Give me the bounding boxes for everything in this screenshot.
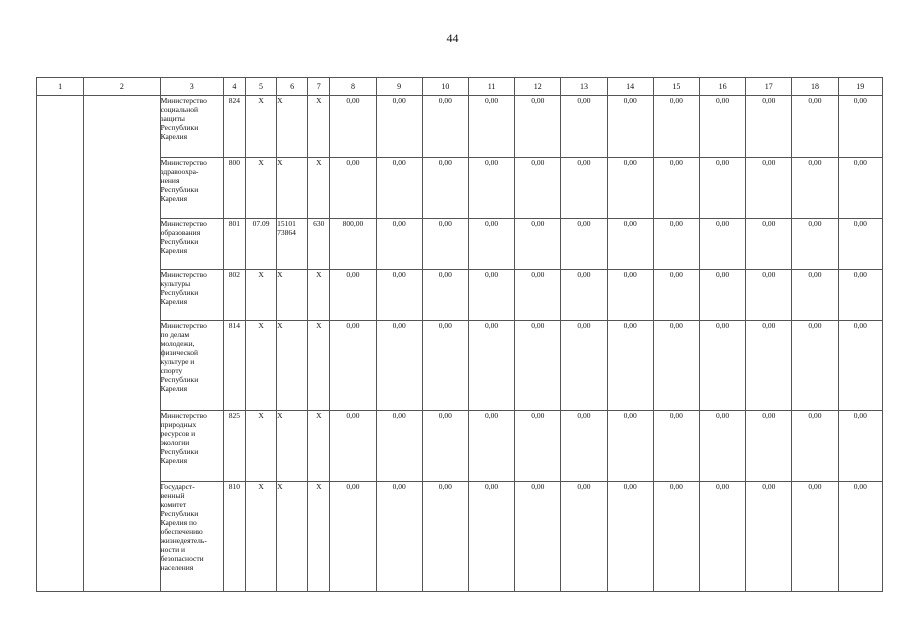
code-cell-c7: Х bbox=[308, 321, 330, 411]
column-header-17: 17 bbox=[746, 78, 792, 96]
table-row bbox=[37, 270, 883, 321]
amount-cell: 0,00 bbox=[838, 158, 882, 219]
organization-name-line: Министерство bbox=[160, 219, 207, 228]
code-cell-c6: Х bbox=[277, 321, 308, 411]
amount-cell: 0,00 bbox=[515, 270, 561, 321]
organization-name-line: спорту bbox=[160, 366, 183, 375]
organization-name-line: защиты bbox=[160, 114, 185, 123]
code-cell-c5: Х bbox=[245, 482, 276, 592]
amount-cell: 0,00 bbox=[699, 411, 745, 482]
amount-cell: 0,00 bbox=[330, 96, 376, 158]
amount-cell: 0,00 bbox=[376, 482, 422, 592]
column-header-10: 10 bbox=[422, 78, 468, 96]
amount-cell: 0,00 bbox=[515, 158, 561, 219]
amount-cell: 0,00 bbox=[746, 411, 792, 482]
amount-cell: 0,00 bbox=[422, 219, 468, 270]
amount-cell: 0,00 bbox=[653, 96, 699, 158]
amount-cell: 0,00 bbox=[468, 321, 514, 411]
code-cell-c5: Х bbox=[245, 96, 276, 158]
code-cell-c4: 810 bbox=[223, 482, 245, 592]
organization-name-line: Карелия bbox=[160, 246, 188, 255]
amount-cell: 0,00 bbox=[792, 96, 838, 158]
amount-cell: 0,00 bbox=[746, 158, 792, 219]
amount-cell: 0,00 bbox=[699, 96, 745, 158]
amount-cell: 0,00 bbox=[561, 411, 607, 482]
amount-cell: 0,00 bbox=[330, 158, 376, 219]
organization-name-line: Карелия bbox=[160, 456, 188, 465]
amount-cell: 0,00 bbox=[330, 411, 376, 482]
organization-name-line: здравоохра- bbox=[160, 167, 199, 176]
code-cell-c4: 824 bbox=[223, 96, 245, 158]
organization-name bbox=[160, 158, 223, 219]
code-cell-c6: 15101 73864 bbox=[277, 219, 308, 270]
amount-cell: 0,00 bbox=[746, 219, 792, 270]
organization-name bbox=[160, 96, 223, 158]
organization-name-line: комитет bbox=[160, 500, 187, 509]
code-cell-c7: Х bbox=[308, 270, 330, 321]
amount-cell: 0,00 bbox=[422, 96, 468, 158]
amount-cell: 0,00 bbox=[653, 270, 699, 321]
code-cell-c4: 825 bbox=[223, 411, 245, 482]
amount-cell: 0,00 bbox=[561, 270, 607, 321]
organization-name-line: образования bbox=[160, 228, 201, 237]
organization-name-line: ресурсов и bbox=[160, 429, 196, 438]
amount-cell: 0,00 bbox=[653, 321, 699, 411]
code-cell-c5: 07.09 bbox=[245, 219, 276, 270]
amount-cell: 0,00 bbox=[561, 158, 607, 219]
organization-name bbox=[160, 411, 223, 482]
organization-name-line: нения bbox=[160, 176, 180, 185]
column-header-18: 18 bbox=[792, 78, 838, 96]
organization-name-line: ности и bbox=[160, 545, 186, 554]
amount-cell: 0,00 bbox=[422, 482, 468, 592]
budget-table bbox=[36, 77, 883, 592]
amount-cell: 0,00 bbox=[422, 411, 468, 482]
amount-cell: 0,00 bbox=[330, 270, 376, 321]
amount-cell: 0,00 bbox=[376, 219, 422, 270]
amount-cell: 0,00 bbox=[699, 482, 745, 592]
organization-name-line: безопасности bbox=[160, 554, 204, 563]
column-header-1: 1 bbox=[37, 78, 84, 96]
amount-cell: 0,00 bbox=[515, 219, 561, 270]
amount-cell: 0,00 bbox=[838, 270, 882, 321]
organization-name-line: культуры bbox=[160, 279, 191, 288]
organization-name bbox=[160, 270, 223, 321]
amount-cell: 0,00 bbox=[607, 96, 653, 158]
code-cell-c4: 814 bbox=[223, 321, 245, 411]
amount-cell: 0,00 bbox=[792, 219, 838, 270]
table-row bbox=[37, 158, 883, 219]
code-cell-c7: 630 bbox=[308, 219, 330, 270]
amount-cell: 0,00 bbox=[746, 96, 792, 158]
amount-cell: 0,00 bbox=[422, 321, 468, 411]
amount-cell: 0,00 bbox=[838, 96, 882, 158]
amount-cell: 0,00 bbox=[607, 411, 653, 482]
code-cell-c5: Х bbox=[245, 411, 276, 482]
amount-cell: 0,00 bbox=[607, 158, 653, 219]
amount-cell: 0,00 bbox=[699, 321, 745, 411]
amount-cell: 0,00 bbox=[468, 411, 514, 482]
column-header-3: 3 bbox=[160, 78, 223, 96]
amount-cell: 0,00 bbox=[515, 482, 561, 592]
table-row bbox=[37, 219, 883, 270]
column-header-2: 2 bbox=[84, 78, 160, 96]
organization-name-line: по делам bbox=[160, 330, 190, 339]
table-row bbox=[37, 96, 883, 158]
code-cell-c6: Х bbox=[277, 482, 308, 592]
organization-name-line: Карелия bbox=[160, 297, 188, 306]
column-header-11: 11 bbox=[468, 78, 514, 96]
organization-name-line: Министерство bbox=[160, 270, 207, 279]
organization-name-line: Республики bbox=[160, 237, 199, 246]
organization-name-line: Республики bbox=[160, 288, 199, 297]
amount-cell: 0,00 bbox=[699, 158, 745, 219]
amount-cell: 0,00 bbox=[792, 321, 838, 411]
amount-cell: 0,00 bbox=[561, 482, 607, 592]
amount-cell: 0,00 bbox=[746, 482, 792, 592]
amount-cell: 0,00 bbox=[746, 321, 792, 411]
amount-cell: 0,00 bbox=[515, 96, 561, 158]
column-header-9: 9 bbox=[376, 78, 422, 96]
organization-name-line: Республики bbox=[160, 375, 199, 384]
organization-name-line: венный bbox=[160, 491, 185, 500]
amount-cell: 0,00 bbox=[607, 321, 653, 411]
column-header-16: 16 bbox=[699, 78, 745, 96]
amount-cell: 0,00 bbox=[653, 411, 699, 482]
amount-cell: 0,00 bbox=[468, 158, 514, 219]
amount-cell: 0,00 bbox=[468, 482, 514, 592]
amount-cell: 0,00 bbox=[468, 96, 514, 158]
code-cell-c5: Х bbox=[245, 158, 276, 219]
organization-name-line: Карелия bbox=[160, 194, 188, 203]
amount-cell: 0,00 bbox=[699, 270, 745, 321]
empty-cell-col2 bbox=[84, 96, 160, 592]
amount-cell: 0,00 bbox=[607, 270, 653, 321]
amount-cell: 0,00 bbox=[838, 321, 882, 411]
amount-cell: 0,00 bbox=[468, 219, 514, 270]
amount-cell: 0,00 bbox=[838, 411, 882, 482]
amount-cell: 0,00 bbox=[561, 96, 607, 158]
amount-cell: 0,00 bbox=[561, 321, 607, 411]
code-cell-c4: 802 bbox=[223, 270, 245, 321]
amount-cell: 0,00 bbox=[838, 219, 882, 270]
table-row bbox=[37, 482, 883, 592]
organization-name-line: Карелия bbox=[160, 384, 188, 393]
column-header-14: 14 bbox=[607, 78, 653, 96]
column-header-15: 15 bbox=[653, 78, 699, 96]
amount-cell: 0,00 bbox=[515, 411, 561, 482]
code-cell-c7: Х bbox=[308, 96, 330, 158]
code-cell-c7: Х bbox=[308, 158, 330, 219]
amount-cell: 0,00 bbox=[653, 482, 699, 592]
organization-name bbox=[160, 219, 223, 270]
organization-name-line: Республики bbox=[160, 123, 199, 132]
table-row bbox=[37, 411, 883, 482]
organization-name-line: Министерство bbox=[160, 158, 207, 167]
organization-name-line: Карелия по bbox=[160, 518, 197, 527]
amount-cell: 0,00 bbox=[607, 482, 653, 592]
amount-cell: 0,00 bbox=[607, 219, 653, 270]
code-cell-c6: Х bbox=[277, 411, 308, 482]
page-number: 44 bbox=[446, 31, 459, 45]
amount-cell: 0,00 bbox=[376, 96, 422, 158]
organization-name-line: природных bbox=[160, 420, 197, 429]
amount-cell: 800,00 bbox=[330, 219, 376, 270]
column-header-5: 5 bbox=[245, 78, 276, 96]
code-cell-c6: Х bbox=[277, 96, 308, 158]
amount-cell: 0,00 bbox=[515, 321, 561, 411]
amount-cell: 0,00 bbox=[838, 482, 882, 592]
table-row bbox=[37, 321, 883, 411]
code-cell-c4: 800 bbox=[223, 158, 245, 219]
amount-cell: 0,00 bbox=[376, 411, 422, 482]
code-cell-c5: Х bbox=[245, 321, 276, 411]
organization-name-line: населения bbox=[160, 563, 194, 572]
column-header-7: 7 bbox=[308, 78, 330, 96]
amount-cell: 0,00 bbox=[330, 321, 376, 411]
column-header-19: 19 bbox=[838, 78, 882, 96]
amount-cell: 0,00 bbox=[792, 411, 838, 482]
amount-cell: 0,00 bbox=[330, 482, 376, 592]
amount-cell: 0,00 bbox=[376, 158, 422, 219]
code-cell-c4: 801 bbox=[223, 219, 245, 270]
column-header-8: 8 bbox=[330, 78, 376, 96]
amount-cell: 0,00 bbox=[653, 219, 699, 270]
organization-name-line: обеспечению bbox=[160, 527, 203, 536]
code-cell-c7: Х bbox=[308, 411, 330, 482]
amount-cell: 0,00 bbox=[468, 270, 514, 321]
amount-cell: 0,00 bbox=[376, 270, 422, 321]
organization-name-line: Республики bbox=[160, 447, 199, 456]
organization-name-line: Министерство bbox=[160, 321, 207, 330]
code-cell-c7: Х bbox=[308, 482, 330, 592]
amount-cell: 0,00 bbox=[792, 482, 838, 592]
organization-name-line: жизнедеятель- bbox=[160, 536, 207, 545]
column-header-12: 12 bbox=[515, 78, 561, 96]
amount-cell: 0,00 bbox=[422, 158, 468, 219]
empty-cell-col1 bbox=[37, 96, 84, 592]
amount-cell: 0,00 bbox=[376, 321, 422, 411]
code-cell-c6: Х bbox=[277, 158, 308, 219]
amount-cell: 0,00 bbox=[653, 158, 699, 219]
organization-name bbox=[160, 321, 223, 411]
amount-cell: 0,00 bbox=[699, 219, 745, 270]
organization-name-line: Республики bbox=[160, 509, 199, 518]
amount-cell: 0,00 bbox=[561, 219, 607, 270]
code-cell-c6: Х bbox=[277, 270, 308, 321]
code-cell-c5: Х bbox=[245, 270, 276, 321]
organization-name-line: Государст- bbox=[160, 482, 195, 491]
organization-name-line: экологии bbox=[160, 438, 190, 447]
column-number-row bbox=[37, 78, 883, 96]
amount-cell: 0,00 bbox=[746, 270, 792, 321]
amount-cell: 0,00 bbox=[792, 270, 838, 321]
amount-cell: 0,00 bbox=[792, 158, 838, 219]
organization-name-line: социальной bbox=[160, 105, 199, 114]
organization-name-line: молодежи, bbox=[160, 339, 195, 348]
organization-name-line: физической bbox=[160, 348, 199, 357]
column-header-4: 4 bbox=[223, 78, 245, 96]
organization-name-line: Карелия bbox=[160, 132, 188, 141]
amount-cell: 0,00 bbox=[422, 270, 468, 321]
organization-name-line: культуре и bbox=[160, 357, 195, 366]
organization-name-line: Республики bbox=[160, 185, 199, 194]
organization-name-line: Министерство bbox=[160, 96, 207, 105]
column-header-13: 13 bbox=[561, 78, 607, 96]
organization-name-line: Министерство bbox=[160, 411, 207, 420]
column-header-6: 6 bbox=[277, 78, 308, 96]
organization-name bbox=[160, 482, 223, 592]
